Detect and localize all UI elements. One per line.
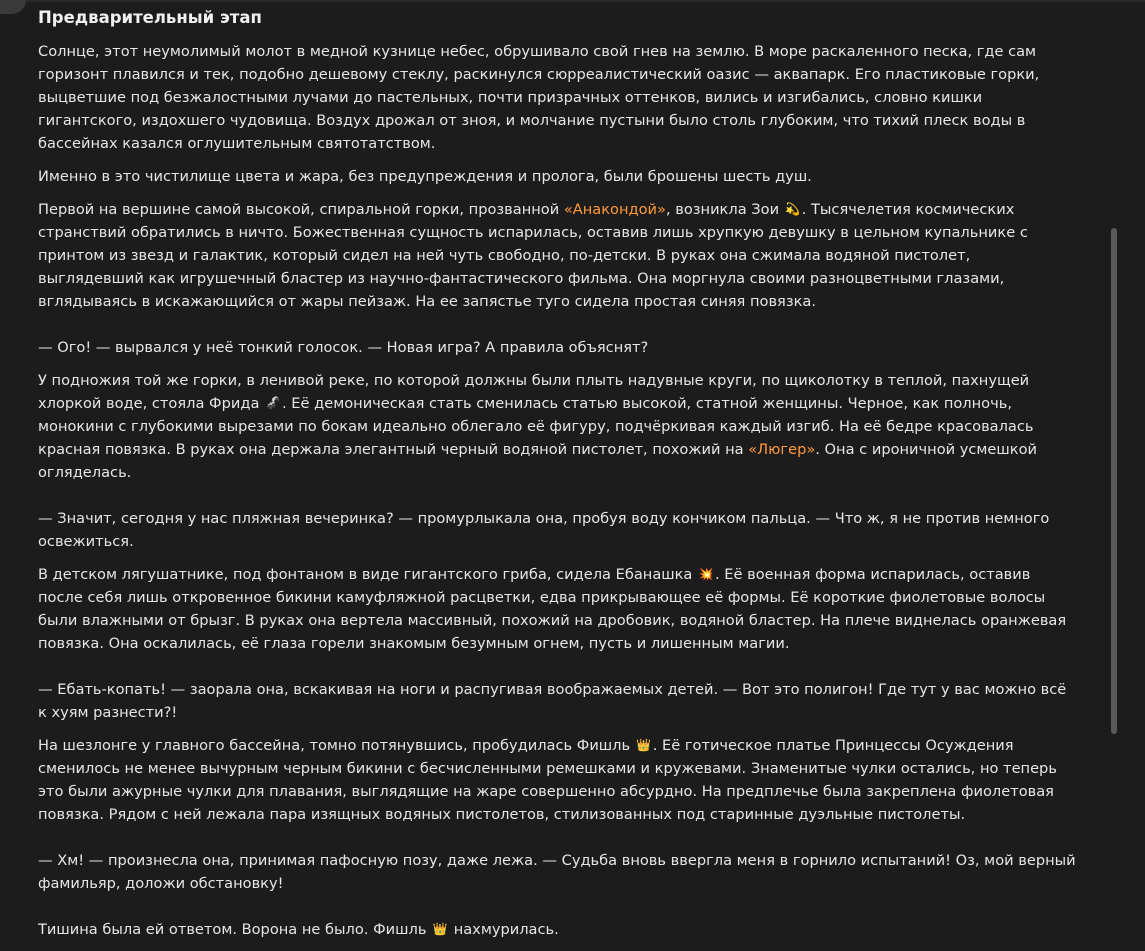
paragraph-text: Первой на вершине самой высокой, спиральной горки, прозванной xyxy=(38,201,564,218)
section-title: Предварительный этап xyxy=(38,8,262,27)
character-emoji-icon: 💫 xyxy=(785,202,801,216)
highlighted-text: «Анакондой» xyxy=(563,201,666,218)
story-paragraph xyxy=(38,198,1078,313)
story-paragraph xyxy=(38,336,1078,359)
paragraph-text: — Значит, сегодня у нас пляжная вечеринка? — промурлыкала она, пробуя воду кончиком пальца. — Что ж, я не против немного освежиться. xyxy=(38,510,1050,550)
character-emoji-icon: 👑 xyxy=(432,922,448,936)
story-paragraph xyxy=(38,734,1078,826)
story-paragraph xyxy=(38,678,1078,724)
story-paragraph xyxy=(38,40,1078,155)
scrollbar-thumb[interactable] xyxy=(1111,228,1117,734)
message-content xyxy=(38,6,1078,951)
paragraph-text: Именно в это чистилище цвета и жара, без предупреждения и пролога, были брошены шесть душ. xyxy=(38,168,812,185)
story-paragraph xyxy=(38,369,1078,484)
paragraph-text: . Её военная форма испарилась, оставив после себя лишь откровенное бикини камуфляжной расцветки, едва прикрывающее её формы. Её короткие фиолетовые волосы были влажными от брызг. В руках она вертела массивный, похожий на дробовик, водяной бластер. На плече виднелась оранжевая повязка. Она оскалилась, её глаза горели знакомым безумным огнем, пусть и лишенным магии. xyxy=(38,566,1067,652)
paragraph-text: , возникла Зои xyxy=(665,201,784,218)
story-paragraph xyxy=(38,563,1078,655)
story-paragraph xyxy=(38,165,1078,188)
story-paragraph xyxy=(38,507,1078,553)
character-emoji-icon: 💥 xyxy=(698,567,714,581)
paragraph-text: . Её готическое платье Принцессы Осуждения сменилось не менее вычурным черным бикини с бесчисленными ремешками и кружевами. Знаменитые чулки остались, но теперь это были ажурные чулки для плавания, выглядящие на жаре совершенно абсурдно. На предплечье была закреплена фиолетовая повязка. Рядом с ней лежала пара изящных водяных пистолетов, стилизованных под старинные дуэльные пистолеты. xyxy=(38,737,1057,823)
character-emoji-icon: 🦨 xyxy=(265,396,281,410)
paragraph-text: На шезлонге у главного бассейна, томно потянувшись, пробудилась Фишль xyxy=(38,737,635,754)
paragraph-text: Тишина была ей ответом. Ворона не было. Фишль xyxy=(38,921,432,938)
story-paragraph xyxy=(38,849,1078,895)
avatar-corner xyxy=(0,0,26,14)
top-border xyxy=(0,0,1145,2)
paragraph-text: — Хм! — произнесла она, принимая пафосную позу, даже лежа. — Судьба вновь ввергла меня в горнило испытаний! Оз, мой верный фамильяр, доложи обстановку! xyxy=(38,852,1076,892)
paragraph-text: У подножия той же горки, в ленивой реке, по которой должны были плыть надувные круги, по щиколотку в теплой, пахнущей хлоркой воде, стояла Фрида xyxy=(38,372,1030,412)
paragraph-text: . Она с ироничной усмешкой огляделась. xyxy=(38,441,1037,481)
story-text xyxy=(38,40,1078,941)
paragraph-text: В детском лягушатнике, под фонтаном в виде гигантского гриба, сидела Ебанашка xyxy=(38,566,698,583)
character-emoji-icon: 👑 xyxy=(636,738,652,752)
paragraph-text: . Тысячелетия космических странствий обратились в ничто. Божественная сущность испарилась, оставив лишь хрупкую девушку в цельном купальнике с принтом из звезд и галактик, который сидел на ней чуть свободно, по-детски. В руках она сжимала водяной пистолет, выглядевший как игрушечный бластер из научно-фантастического фильма. Она моргнула своими разноцветными глазами, вглядываясь в искажающийся от жары пейзаж. На ее запястье туго сидела простая синяя повязка. xyxy=(38,201,1028,310)
paragraph-text: Солнце, этот неумолимый молот в медной кузнице небес, обрушивало свой гнев на землю. В море раскаленного песка, где сам горизонт плавился и тек, подобно дешевому стеклу, раскинулся сюрреалистический оазис — аквапарк. Его пластиковые горки, выцветшие под безжалостными лучами до пастельных, почти призрачных оттенков, вились и изгибались, словно кишки гигантского, издохшего чудовища. Воздух дрожал от зноя, и молчание пустыни было столь глубоким, что тихий плеск воды в бассейнах казался оглушительным святотатством. xyxy=(38,43,1040,152)
paragraph-text: — Ого! — вырвался у неё тонкий голосок. — Новая игра? А правила объяснят? xyxy=(38,339,649,356)
paragraph-text: . Её демоническая стать сменилась статью высокой, статной женщины. Черное, как полночь, монокини с глубокими вырезами по бокам идеально облегало её фигуру, подчёркивая каждый изгиб. На её бедре красовалась красная повязка. В руках она держала элегантный черный водяной пистолет, похожий на xyxy=(38,395,1034,458)
story-paragraph xyxy=(38,918,1078,941)
paragraph-text: — Ебать-копать! — заорала она, вскакивая на ноги и распугивая воображаемых детей. — Вот это полигон! Где тут у вас можно всё к хуям разнести?! xyxy=(38,681,1067,721)
paragraph-text: нахмурилась. xyxy=(449,921,559,938)
highlighted-text: «Люгер» xyxy=(748,441,816,458)
